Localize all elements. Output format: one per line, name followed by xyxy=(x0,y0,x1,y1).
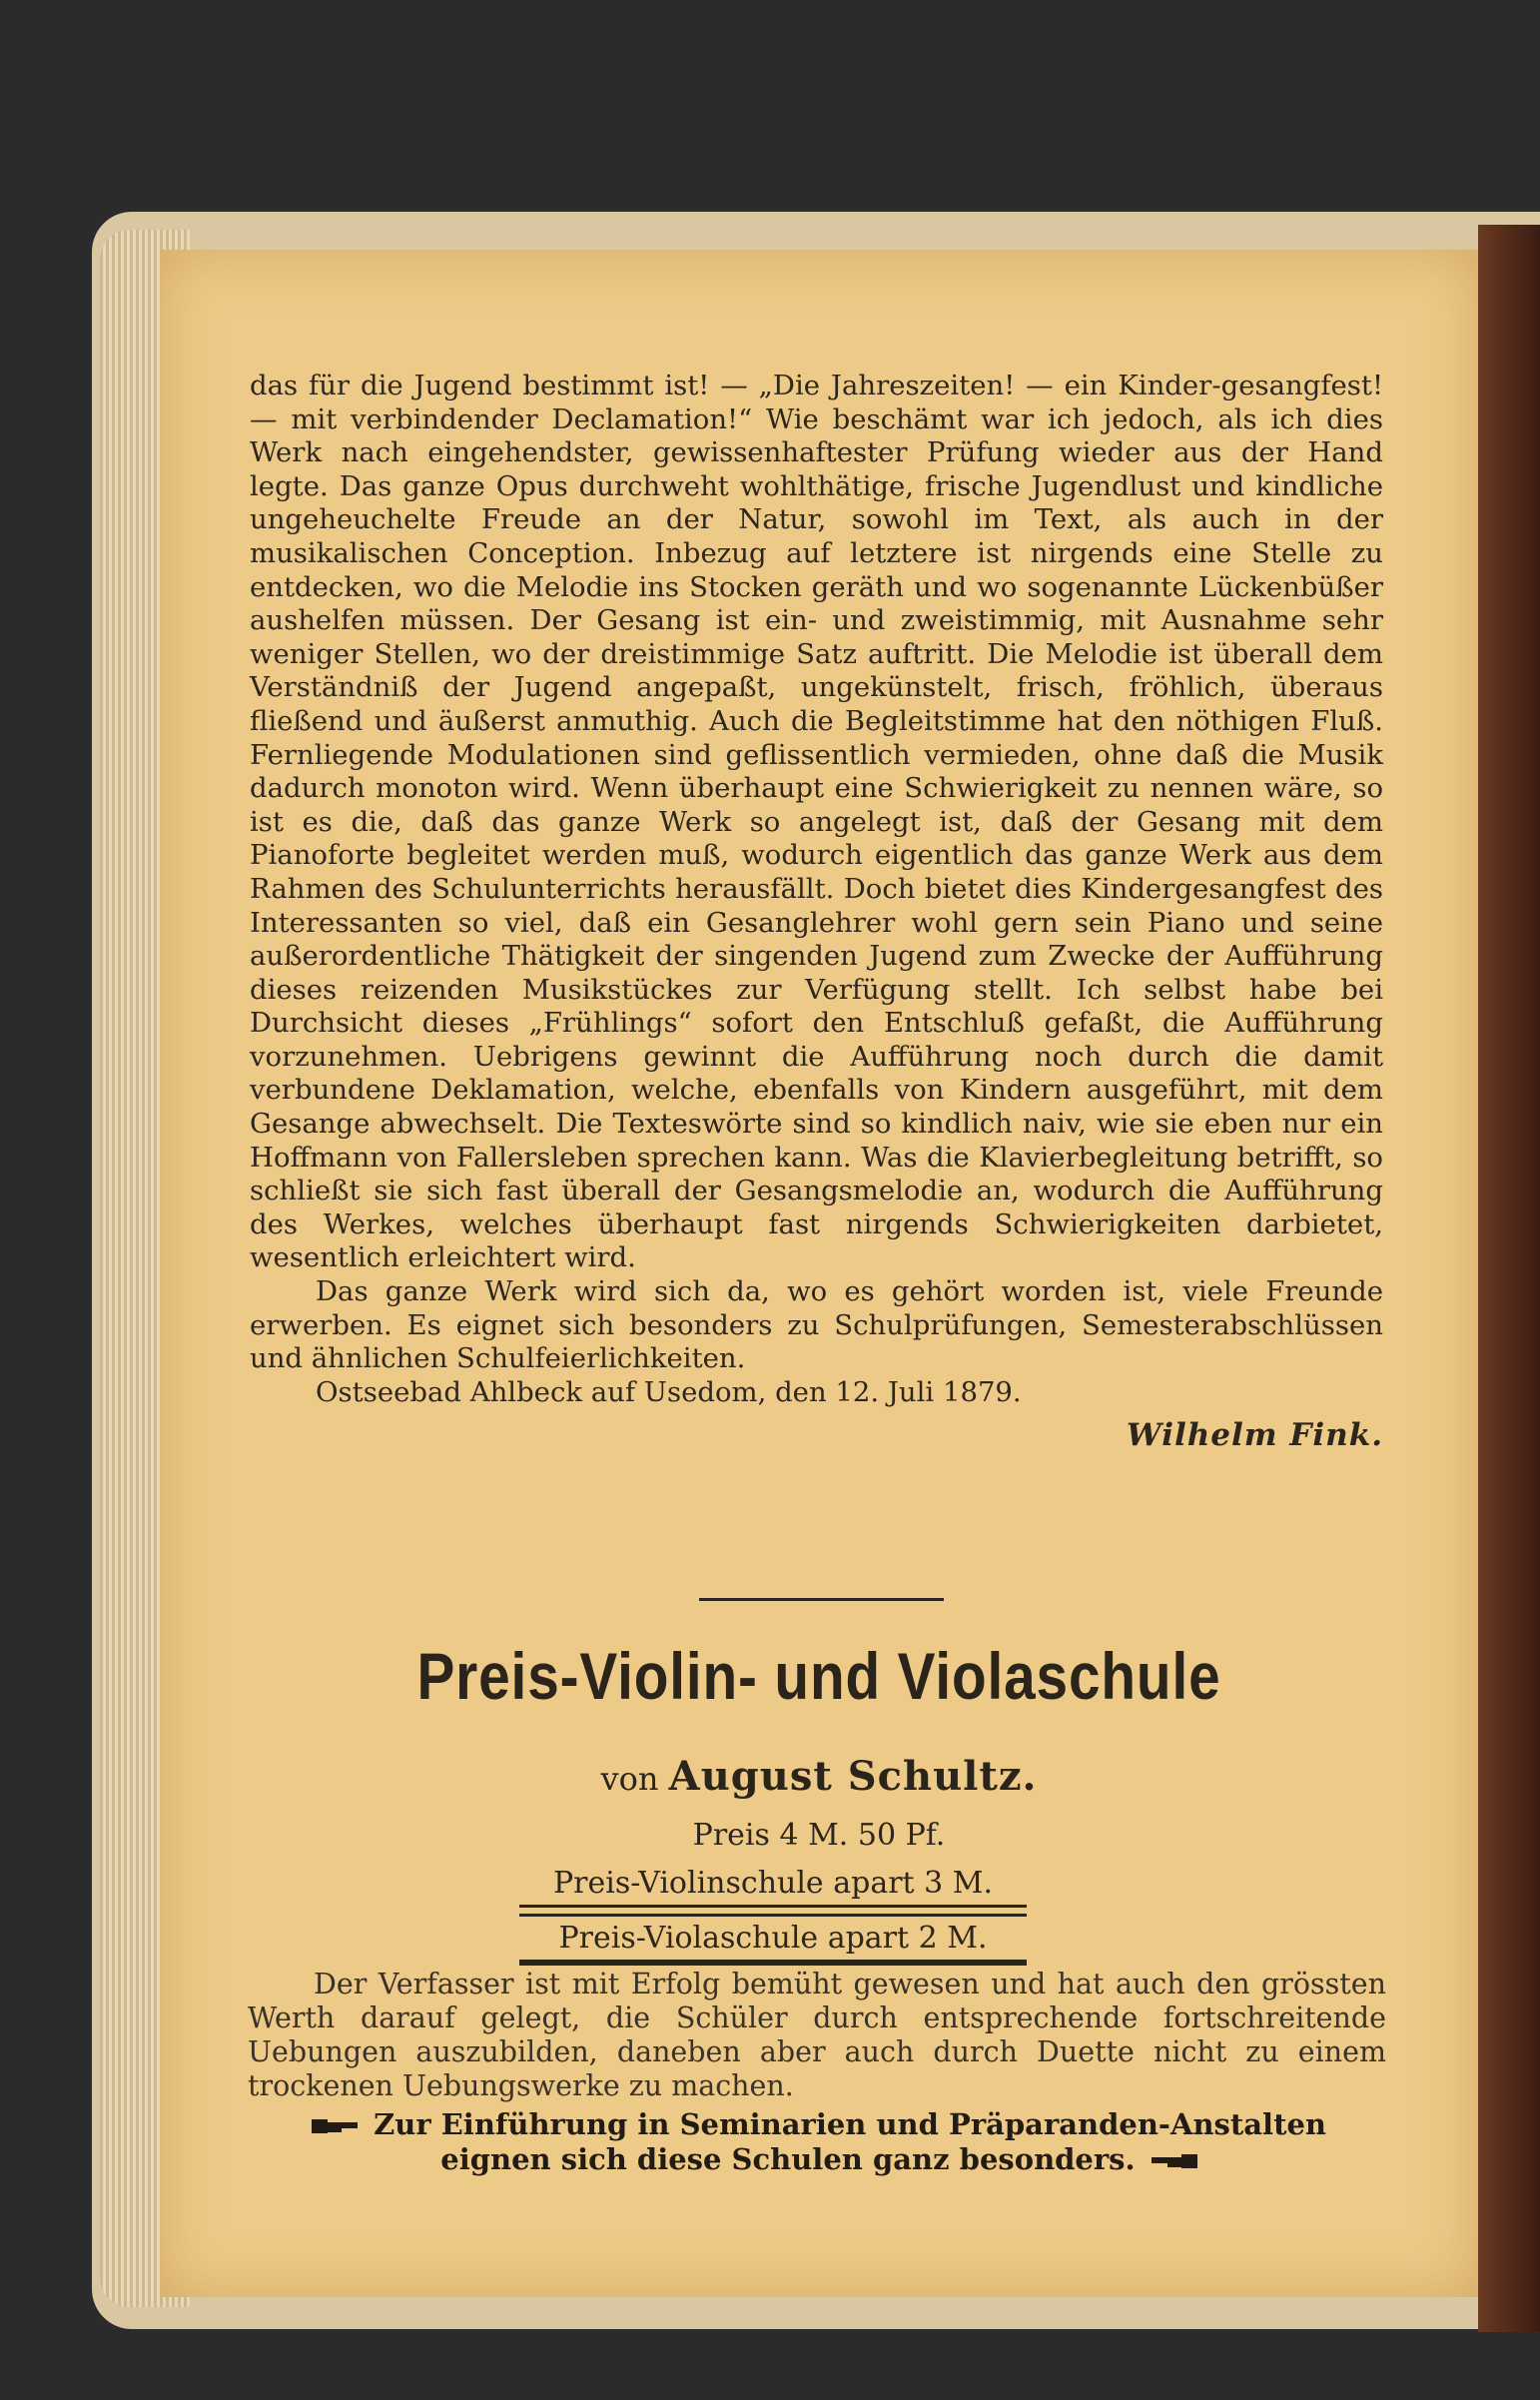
signature: Wilhelm Fink. xyxy=(1126,1417,1383,1454)
divider xyxy=(699,1598,944,1601)
note-line-1: Zur Einführung in Seminarien und Präparanden-Anstalten xyxy=(374,2107,1327,2141)
viola-price: Preis-Violaschule apart 2 M. xyxy=(519,1914,1027,1966)
author-prefix: von xyxy=(600,1760,659,1798)
author-name: August Schultz. xyxy=(668,1753,1038,1800)
book-page xyxy=(160,250,1478,2297)
advert-price: Preis 4 M. 50 Pf. xyxy=(692,1818,946,1853)
article-body xyxy=(250,370,1383,1453)
advert-note xyxy=(240,2107,1398,2177)
advert-title: Preis-Violin- und Violaschule xyxy=(416,1639,1221,1713)
note-line-2: eignen sich diese Schulen ganz besonders. xyxy=(440,2142,1136,2176)
violin-price: Preis-Violinschule apart 3 M. xyxy=(519,1866,1027,1908)
article-paragraph: Das ganze Werk wird sich da, wo es gehört worden ist, viele Freunde erwerben. Es eignet sich besonders zu Schulprüfungen, Semesterabschlüssen und ähnlichen Schulfeierlichkeiten. xyxy=(250,1275,1383,1375)
book-cover-edge xyxy=(1478,225,1540,2332)
pointing-hand-left-icon xyxy=(1146,2152,1197,2170)
date-line: Ostseebad Ahlbeck auf Usedom, den 12. Juli 1879. xyxy=(316,1375,1022,1408)
advert-description: Der Verfasser ist mit Erfolg bemüht gewesen und hat auch den grössten Werth darauf gelegt, die Schüler durch entsprechende fortschreitende Uebungen auszubilden, daneben aber auch durch Duette nicht zu einem trockenen Uebungswerke zu machen. xyxy=(248,1968,1386,2102)
article-paragraph: das für die Jugend bestimmt ist! — „Die Jahreszeiten! — ein Kinder-gesangfest! — mit verbindender Declamation!“ Wie beschämt war ich jedoch, als ich dies Werk nach eingehendster, gewissenhaftester Prüfung wieder aus der Hand legte. Das ganze Opus durchweht wohlthätige, frische Jugendlust und kindliche ungeheuchelte Freude an der Natur, sowohl im Text, als auch in der musikalischen Conception. Inbezug auf letztere ist nirgends eine Stelle zu entdecken, wo die Melodie ins Stocken geräth und wo sogenannte Lückenbüßer aushelfen müssen. Der Gesang ist ein- und zweistimmig, mit Ausnahme sehr weniger Stellen, wo der dreistimmige Satz auftritt. Die Melodie ist überall dem Verständniß der Jugend angepaßt, ungekünstelt, frisch, fröhlich, überaus fließend und äußerst anmuthig. Auch die Begleitstimme hat den nöthigen Fluß. Fernliegende Modulationen sind geflissentlich vermieden, ohne daß die Musik dadurch monoton wird. Wenn überhaupt eine Schwierigkeit zu nennen wäre, so ist es die, daß das ganze Werk so angelegt ist, daß der Gesang mit dem Pianoforte begleitet werden muß, wodurch eigentlich das ganze Werk aus dem Rahmen des Schulunterrichts herausfällt. Doch bietet dies Kindergesangfest des Interessanten so viel, daß ein Gesanglehrer wohl gern sein Piano und seine außerordentliche Thätigkeit der singenden Jugend zum Zwecke der Aufführung dieses reizenden Musikstückes zur Verfügung stellt. Ich selbst habe bei Durchsicht dieses „Frühlings“ sofort den Entschluß gefaßt, die Aufführung vorzunehmen. Uebrigens gewinnt die Aufführung noch durch die damit verbundene Deklamation, welche, ebenfalls von Kindern ausgeführt, mit dem Gesange abwechselt. Die Texteswörte sind so kindlich naiv, wie sie eben nur ein Hoffmann von Fallersleben sprechen kann. Was die Klavierbegleitung betrifft, so schließt sie sich fast überall der Gesangsmelodie an, wodurch die Aufführung des Werkes, welches überhaupt fast nirgends Schwierigkeiten darbietet, wesentlich erleichtert wird. xyxy=(250,370,1383,1274)
pointing-hand-right-icon xyxy=(312,2117,364,2135)
advert-author xyxy=(160,1753,1478,1800)
